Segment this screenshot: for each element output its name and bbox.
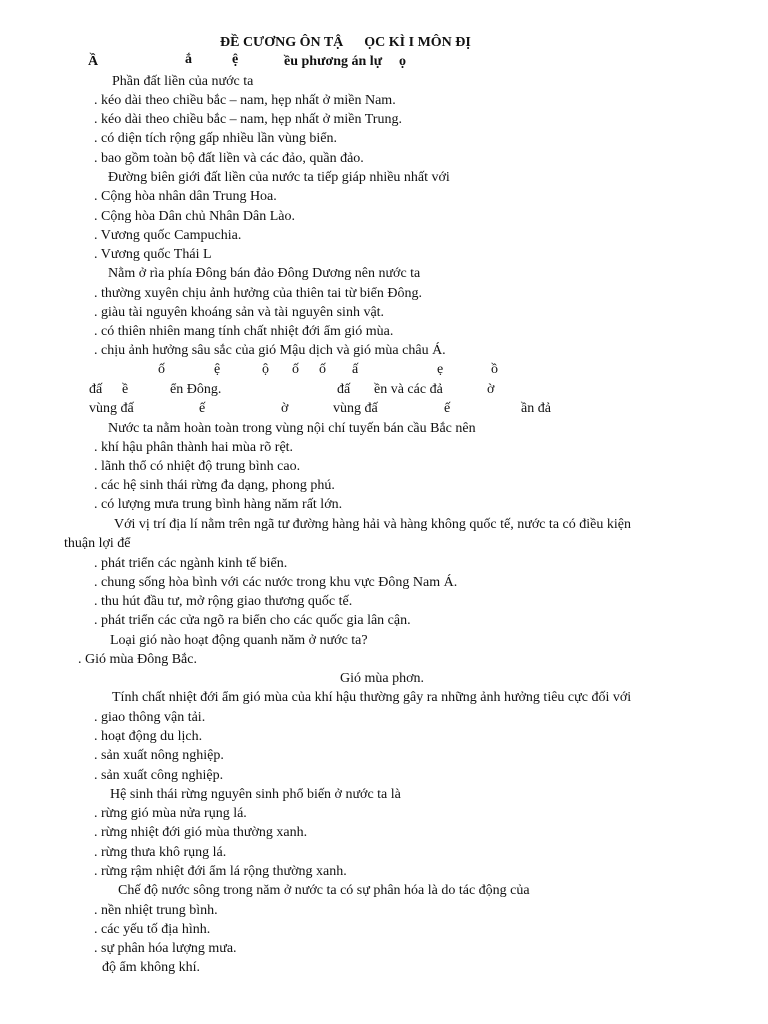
q5-option: . các hệ sinh thái rừng đa dạng, phong phú. [94, 478, 335, 493]
q4-fragment: ờ [487, 382, 495, 397]
q4-fragment: ần đả [521, 401, 551, 416]
question-9-stem: Hệ sinh thái rừng nguyên sinh phổ biến ở nước ta là [110, 787, 401, 802]
q5-option: . lãnh thổ có nhiệt độ trung bình cao. [94, 459, 301, 474]
q4-fragment: đấ [337, 382, 351, 397]
q10-option: . nền nhiệt trung bình. [94, 903, 218, 918]
q1-option: . kéo dài theo chiều bắc – nam, hẹp nhất ở miền Trung. [94, 112, 402, 127]
q2-option: . Cộng hòa Dân chủ Nhân Dân Lào. [94, 209, 296, 224]
q2-option: . Vương quốc Campuchia. [94, 228, 242, 243]
section-heading-text: ều phương án lự [284, 54, 383, 69]
q7-option: . Gió mùa Đông Bắc. [78, 652, 197, 667]
q4-fragment: vùng đấ [89, 401, 134, 416]
q4-glyph: ố [319, 362, 326, 377]
question-8-stem: Tính chất nhiệt đới ẩm gió mùa của khí hậu thường gây ra những ảnh hưởng tiêu cực đối với [112, 690, 632, 705]
q4-fragment: ển Đông. [170, 382, 222, 397]
question-2-stem: Đường biên giới đất liền của nước ta tiếp giáp nhiều nhất với [108, 170, 450, 185]
q4-glyph: ệ [214, 362, 221, 377]
q6-option: . phát triển các ngành kinh tế biển. [94, 556, 288, 571]
q3-option: . giàu tài nguyên khoáng sản và tài nguyên sinh vật. [94, 305, 385, 320]
question-1-stem: Phần đất liền của nước ta [112, 74, 254, 89]
section-heading-prefix: Ầ [88, 54, 99, 69]
q4-glyph: ộ [262, 362, 269, 377]
q4-fragment: đấ [89, 382, 103, 397]
q5-option: . có lượng mưa trung bình hàng năm rất lớn. [94, 497, 343, 512]
question-5-stem: Nước ta nằm hoàn toàn trong vùng nội chí tuyến bán cầu Bắc nên [108, 421, 476, 436]
q4-fragment: ờ [281, 401, 289, 416]
q9-option: . rừng gió mùa nửa rụng lá. [94, 806, 247, 821]
q4-glyph: ố [292, 362, 299, 377]
q1-option: . bao gồm toàn bộ đất liền và các đảo, quần đảo. [94, 151, 364, 166]
q8-option: . hoạt động du lịch. [94, 729, 203, 744]
section-heading-glyph: ọ [399, 54, 406, 69]
q4-fragment: vùng đấ [333, 401, 378, 416]
q8-option: . giao thông vận tải. [94, 710, 206, 725]
q4-glyph: ồ [491, 362, 498, 377]
q4-glyph: ấ [352, 362, 359, 377]
q2-option: . Cộng hòa nhân dân Trung Hoa. [94, 189, 277, 204]
q4-glyph: ẹ [437, 362, 444, 377]
question-7-stem: Loại gió nào hoạt động quanh năm ở nước ta? [110, 633, 368, 648]
q9-option: . rừng rậm nhiệt đới ẩm lá rộng thường xanh. [94, 864, 347, 879]
q4-fragment: ề [122, 382, 129, 397]
q4-glyph: ố [158, 362, 165, 377]
section-heading-glyph: ệ [232, 52, 239, 67]
q8-option: . sản xuất công nghiệp. [94, 768, 224, 783]
question-3-stem: Nằm ở rìa phía Đông bán đảo Đông Dương nên nước ta [108, 266, 421, 281]
q10-option: . sự phân hóa lượng mưa. [94, 941, 237, 956]
q6-option: . thu hút đầu tư, mở rộng giao thương quốc tế. [94, 594, 353, 609]
q9-option: . rừng nhiệt đới gió mùa thường xanh. [94, 825, 308, 840]
q4-fragment: ế [199, 401, 206, 416]
q5-option: . khí hậu phân thành hai mùa rõ rệt. [94, 440, 294, 455]
section-heading-glyph: ắ [185, 52, 192, 67]
q6-option: . phát triển các cửa ngõ ra biển cho các quốc gia lân cận. [94, 613, 411, 628]
question-6-stem: Với vị trí địa lí nằm trên ngã tư đường hàng hải và hàng không quốc tế, nước ta có điều kiện [114, 517, 631, 532]
document-title: ĐỀ CƯƠNG ÔN TẬ ỌC KÌ I MÔN ĐỊ [220, 35, 471, 50]
question-6-stem-cont: thuận lợi để [64, 536, 131, 551]
q10-option: độ ẩm không khí. [102, 960, 200, 975]
q10-option: . các yếu tố địa hình. [94, 922, 211, 937]
q3-option: . chịu ảnh hưởng sâu sắc của gió Mậu dịch và gió mùa châu Á. [94, 343, 446, 358]
q1-option: . kéo dài theo chiều bắc – nam, hẹp nhất ở miền Nam. [94, 93, 396, 108]
q4-fragment: ế [444, 401, 451, 416]
q2-option: . Vương quốc Thái L [94, 247, 212, 262]
q8-option: . sản xuất nông nghiệp. [94, 748, 224, 763]
q7-option: Gió mùa phơn. [340, 671, 425, 686]
q3-option: . có thiên nhiên mang tính chất nhiệt đới ẩm gió mùa. [94, 324, 394, 339]
q4-fragment: ền và các đả [374, 382, 443, 397]
q6-option: . chung sống hòa bình với các nước trong khu vực Đông Nam Á. [94, 575, 458, 590]
q3-option: . thường xuyên chịu ảnh hưởng của thiên tai từ biển Đông. [94, 286, 423, 301]
q1-option: . có diện tích rộng gấp nhiều lần vùng biển. [94, 131, 337, 146]
q9-option: . rừng thưa khô rụng lá. [94, 845, 227, 860]
question-10-stem: Chế độ nước sông trong năm ở nước ta có sự phân hóa là do tác động của [118, 883, 530, 898]
